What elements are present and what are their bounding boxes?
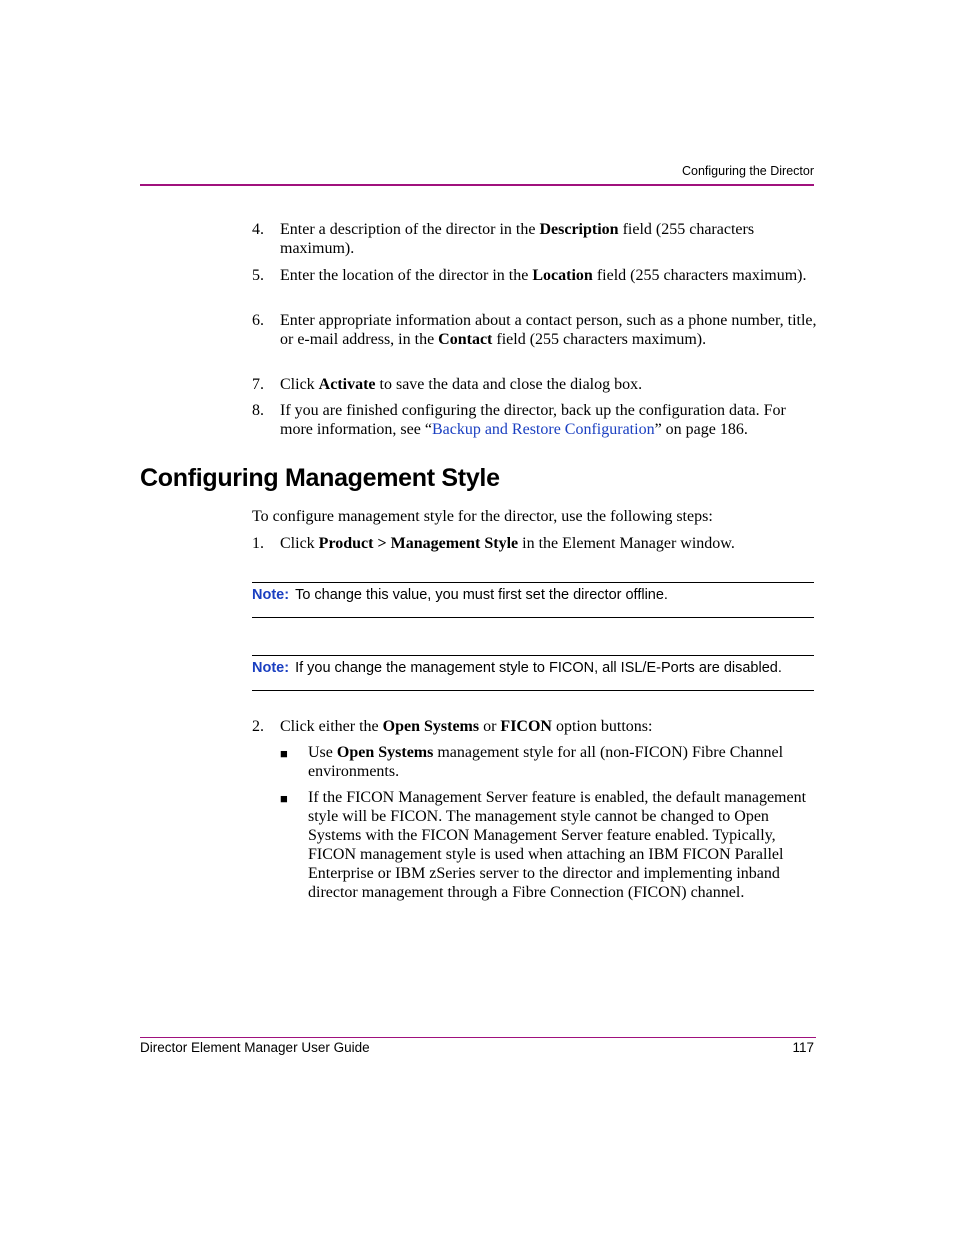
field-name: Description [539,221,619,238]
step-text: Enter a description of the director in the Description field (255 characters maximum). [280,221,755,257]
note-label: Note: [252,660,290,676]
note-box [252,660,782,676]
note-box [252,587,668,603]
page-number: 117 [792,1040,814,1055]
note-rule-bottom [252,617,814,618]
option-name: Open Systems [382,718,480,735]
bullet-square-icon: ■ [280,746,288,761]
button-name: Activate [318,376,376,393]
note-text: To change this value, you must first set the director offline. [295,587,668,603]
step-number: 5. [252,267,264,284]
step-number: 7. [252,376,264,393]
step-number: 4. [252,221,264,238]
step-text: Click Product > Management Style in the Element Manager window. [280,535,735,552]
bullet-text: Use Open Systems management style for all (non-FICON) Fibre Channel environments. [308,744,784,780]
step-number: 6. [252,312,264,329]
field-name: Contact [438,331,493,348]
step-text: Enter the location of the director in the Location field (255 characters maximum). [280,267,807,284]
step-text: Click either the Open Systems or FICON option buttons: [280,718,653,735]
section-intro: To configure management style for the director, use the following steps: [252,508,713,525]
note-rule-bottom [252,690,814,691]
step-number: 1. [252,535,264,552]
step-text: Click Activate to save the data and close the dialog box. [280,376,643,393]
bullet-text: If the FICON Management Server feature is enabled, the default management style will be FICON. The management style cannot be changed to Open Systems with the FICON Management Server feature enabled. Typically, FICON management style is used when attaching an IBM FICON Parallel Enterprise or IBM zSeries server to the director and implementing inband director management through a Fibre Connection (FICON) channel. [308,789,807,901]
step-number: 8. [252,402,264,419]
option-name: FICON [500,718,552,735]
footer-title: Director Element Manager User Guide [140,1040,370,1055]
field-name: Location [532,267,593,284]
note-label: Note: [252,587,290,603]
section-heading: Configuring Management Style [140,464,500,492]
footer-rule [140,1037,816,1038]
menu-path: Product > Management Style [318,535,519,552]
bullet-square-icon: ■ [280,791,288,806]
note-rule-top [252,655,814,656]
header-rule [140,184,814,186]
running-header: Configuring the Director [681,164,814,178]
step-number: 2. [252,718,264,735]
cross-reference-link[interactable]: Backup and Restore Configuration [431,421,655,438]
option-name: Open Systems [336,744,434,761]
step-text: Enter appropriate information about a contact person, such as a phone number, title, or e-mail address, in the Contact field (255 characters maximum). [280,312,817,348]
note-text: If you change the management style to FICON, all ISL/E-Ports are disabled. [295,660,782,676]
note-rule-top [252,582,814,583]
step-text: If you are finished configuring the director, back up the configuration data. For more information, see “Backup and Restore Configuration” on page 186. [280,402,786,438]
